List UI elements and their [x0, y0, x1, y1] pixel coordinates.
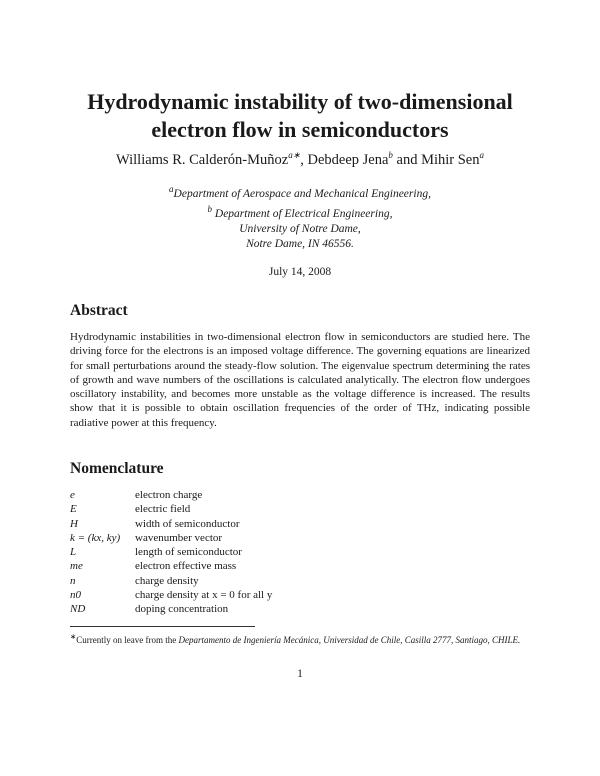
affiliation-line: Notre Dame, IN 46556. — [246, 237, 354, 250]
affiliation-line — [40, 202, 560, 222]
nomenclature-row — [70, 574, 540, 588]
nomenclature-definition: charge density at x = 0 for all y — [135, 589, 273, 602]
author-name: Williams R. Calderón-Muñoz — [116, 151, 289, 168]
title-line-1: Hydrodynamic instability of two-dimensional — [87, 89, 513, 114]
nomenclature-definition: doping concentration — [135, 603, 229, 616]
nomenclature-row — [70, 545, 540, 559]
author-separator: , — [300, 151, 308, 168]
affil-mark: a — [169, 184, 174, 194]
affil-text: Department of Electrical Engineering, — [214, 207, 393, 220]
nomenclature-symbol: L — [70, 546, 77, 559]
abstract-text: Hydrodynamic instabilities in two-dimensional electron flow in semiconductors are studied here. The driving force for the electrons is an imposed voltage difference. The governing equations are linearized for small perturbations around the steady-flow solution. The eigenvalue spectrum determining the rates of growth and wave numbers of the oscillations is calculated analytically. The electron flow undergoes oscillatory instability, and becomes more unstable as the voltage difference is increased. The results show that it is possible to obtain oscillation frequencies of the order of THz, indicating possible radiative power at this frequency. — [70, 331, 530, 429]
author-footnote-mark: ∗ — [292, 150, 301, 160]
nomenclature-symbol: n0 — [70, 589, 81, 602]
footnote-affiliation: Departamento de Ingeniería Mecánica, Universidad de Chile, Casilla 2777, Santiago, CHILE. — [178, 635, 521, 645]
nomenclature-symbol: E — [70, 503, 77, 516]
nomenclature-symbol: k = (kx, ky) — [70, 531, 121, 544]
abstract-heading: Abstract — [70, 302, 128, 319]
nomenclature-definition: width of semiconductor — [135, 517, 240, 530]
author-affil-mark: b — [388, 150, 393, 160]
author-separator: and — [392, 151, 422, 168]
nomenclature-definition: wavenumber vector — [135, 531, 223, 544]
paper-title — [40, 88, 560, 144]
nomenclature-row — [70, 588, 540, 602]
author-name: Mihir Sen — [421, 151, 480, 168]
affiliation-line: University of Notre Dame, — [239, 222, 361, 235]
nomenclature-row — [70, 502, 540, 516]
nomenclature-definition: length of semiconductor — [135, 546, 242, 559]
nomenclature-definition: electron charge — [135, 489, 203, 501]
footnote-rule — [70, 626, 255, 627]
nomenclature-heading: Nomenclature — [70, 460, 164, 477]
author-affil-mark: a — [479, 150, 484, 160]
paper-date: July 14, 2008 — [268, 266, 332, 278]
author-name: Debdeep Jena — [307, 151, 389, 168]
affiliation-line — [40, 182, 560, 202]
page-number: 1 — [297, 668, 303, 680]
nomenclature-symbol: e — [70, 489, 75, 501]
nomenclature-row — [70, 602, 540, 616]
author-affil-mark: a — [288, 150, 293, 160]
nomenclature-list — [70, 488, 540, 617]
footnote — [70, 630, 530, 647]
nomenclature-definition: electron effective mass — [135, 560, 237, 573]
nomenclature-definition: charge density — [135, 574, 199, 587]
nomenclature-symbol: ND — [70, 603, 86, 616]
footnote-mark: ∗ — [70, 632, 77, 641]
nomenclature-row — [70, 517, 540, 531]
nomenclature-definition: electric field — [135, 503, 191, 516]
nomenclature-symbol: me — [70, 560, 83, 573]
nomenclature-symbol: H — [70, 517, 78, 530]
author-list — [40, 150, 560, 169]
title-line-2: electron flow in semiconductors — [151, 117, 449, 142]
affil-text: Department of Aerospace and Mechanical Engineering, — [173, 187, 431, 200]
affiliations — [40, 182, 560, 252]
nomenclature-row — [70, 531, 540, 545]
nomenclature-row — [70, 488, 540, 502]
affil-mark: b — [207, 203, 213, 214]
nomenclature-symbol: n — [70, 574, 76, 587]
nomenclature-row — [70, 559, 540, 573]
footnote-lead: Currently on leave from the — [76, 635, 179, 645]
